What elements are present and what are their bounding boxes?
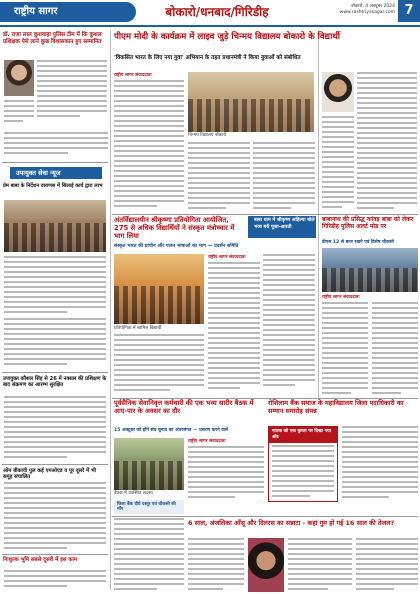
lower-center-photo <box>114 438 184 490</box>
boxed-title: नायक को एक कुरता पर दिखा गया और <box>269 427 337 443</box>
portrait-photo <box>4 60 34 96</box>
lower-center-body <box>188 446 264 502</box>
boxed-story <box>268 426 338 502</box>
center-subheadline: संस्कृत भारत की प्राचीन और पावन भाषाओं का भाग — प्रदर्शन समिति <box>114 244 239 249</box>
lead-byline: राष्ट्रीय सागर संवाददाता <box>114 73 152 78</box>
lower-right-headline: रोशिलाम बैंक समाज के महाविद्यालय जिला पदाधिकारी का सम्मान समारोह संपन्न <box>268 399 404 415</box>
page-number: 7 <box>398 0 420 22</box>
top-left-body-3 <box>4 132 108 160</box>
right-mid-body <box>322 302 368 398</box>
lower-right-body <box>342 426 418 502</box>
lower-center-subheadline: 15 अक्टूबर को होंगे संघ चुनाव का अंतरसंगत — प्रसरण करने वाले <box>114 428 229 433</box>
left-footer-headline: निःशुल्क भूमि सबसे दूसरी में इस काम <box>3 557 78 563</box>
divider <box>112 214 418 215</box>
left-lower-headline: उपायुक्त कौशल सिंह से 26 में नक्सल की प्रशिक्षण के बाद संक्रमण का आरम्भ सुरक्षित <box>3 376 107 389</box>
lead-body-2 <box>188 142 250 212</box>
lead-caption: चिन्मय विद्यालय बोकारो <box>188 133 227 138</box>
paper-name: राष्ट्रीय सागर <box>0 2 136 22</box>
divider <box>2 162 108 163</box>
lead-subheadline: 'विकसित भारत के लिए नया युवा' अभियान के तहत प्रधानमंत्री ने किया युवाओं को संबोधित <box>114 55 301 61</box>
date-line <box>300 4 395 16</box>
right-bar-headline: बाबा धाम में श्रीकृष्ण अहिल्या बोले भव्य बरी पूजा-आरती <box>248 216 316 238</box>
lower-center-caption: बैठक में उपस्थित सदस्य <box>114 491 153 496</box>
crowd-photo <box>4 200 106 252</box>
edition-title: बोकारो/धनबाद/गिरिडीह <box>165 5 269 19</box>
site-text: www.rashtriyasagar.com <box>339 10 395 15</box>
right-top-body <box>357 72 417 212</box>
center-byline: राष्ट्रीय सागर संवाददाता <box>208 255 246 260</box>
bottom-photo <box>248 538 284 592</box>
top-left-body-2 <box>4 100 34 130</box>
lead-body <box>114 80 184 212</box>
divider <box>2 372 108 373</box>
bottom-body-3 <box>356 538 418 592</box>
shaded-title: जिला बैंक दीर्घ दस्तूर एवं चौकसी की माँग <box>117 502 176 513</box>
center-headline: अंतर्विद्यालयीन श्रीकृष्णा प्रतियोगिता आयोजित, 275 से अधिक विद्यार्थियों ने संस्कृत मंत्रोच्चार में भाग लिया <box>114 216 235 241</box>
divider <box>2 554 108 555</box>
right-mid-subheadline: डीएस 12 से बाज रखने एवं विशेष चौकसी <box>322 240 394 245</box>
divider <box>2 464 108 465</box>
center-body-2 <box>263 254 315 392</box>
right-portrait-photo <box>322 72 354 112</box>
right-mid-photo <box>322 248 418 292</box>
date-text: बोकारो, 4 अक्टूबर 2024 <box>351 4 395 9</box>
bottom-left-body <box>114 518 184 592</box>
boxed-body <box>272 445 334 499</box>
middle-left-headline: प्रेम बाबा के निर्देशन वाराणस में सिलाई कार्य द्वारा लाभ <box>3 183 103 189</box>
lead-photo <box>188 72 314 132</box>
bottom-body <box>188 538 244 592</box>
section-bar: उपायुक्त सेवा न्यूज <box>10 167 102 179</box>
column-rule <box>110 30 111 590</box>
column-rule <box>318 30 319 400</box>
top-left-headline: डॉ. राजा लाल कुशवाहा पुलिस टीम में कि कुशल प्रशिक्षक ऐसे लाने कुछ विशासकान हुए सम्मानित <box>3 32 102 45</box>
left-lower-body <box>4 396 106 462</box>
center-body <box>208 262 260 392</box>
lead-headline: पीएम मोदी के कार्यक्रम में लाइव जुड़े चिन्मय विद्यालय बोकारो के विद्यार्थी <box>114 32 341 42</box>
left-bottom-body <box>4 482 106 552</box>
left-bottom-headline: ओम बीकायी पुल कई एमओएड व पूर दूसरे में भी समूह संचालित <box>3 468 96 481</box>
left-footer-body <box>4 570 106 592</box>
center-caption: प्रतियोगिता में शामिल विद्यार्थी <box>114 326 162 331</box>
right-mid-body-2 <box>372 302 418 398</box>
shaded-box <box>114 500 184 514</box>
masthead <box>0 0 420 28</box>
lower-center-headline: पूर्वसैनिक सेवानिवृत्त कर्मचारी की एक भव्य सारीर बैठक में आए-पार के अवसर का दौर <box>114 399 254 415</box>
bottom-body-2 <box>288 538 352 592</box>
right-byline: राष्ट्रीय सागर संवाददाता <box>322 295 360 300</box>
middle-left-body-2 <box>4 318 106 370</box>
lower-byline: राष्ट्रीय सागर संवाददाता <box>188 439 226 444</box>
center-body-3 <box>114 334 204 392</box>
top-left-body <box>37 60 107 122</box>
center-photo <box>114 254 204 324</box>
divider <box>112 516 418 517</box>
right-mid-headline: बाबानाथ की प्रसिद्ध कांवड़ बाबा को लेकर गिरिडीह पुलिस अलर्ट मोड पर <box>322 216 414 231</box>
lead-body-3 <box>253 142 315 212</box>
right-top-body-2 <box>322 116 354 212</box>
middle-left-body <box>4 256 106 316</box>
bottom-headline: 6 साल, अंजलिका आँसू और दिलरस का सन्नाटा - कहां गुम हो गई 16 साल की तेजल? <box>188 519 395 527</box>
masthead-rule <box>0 25 420 27</box>
